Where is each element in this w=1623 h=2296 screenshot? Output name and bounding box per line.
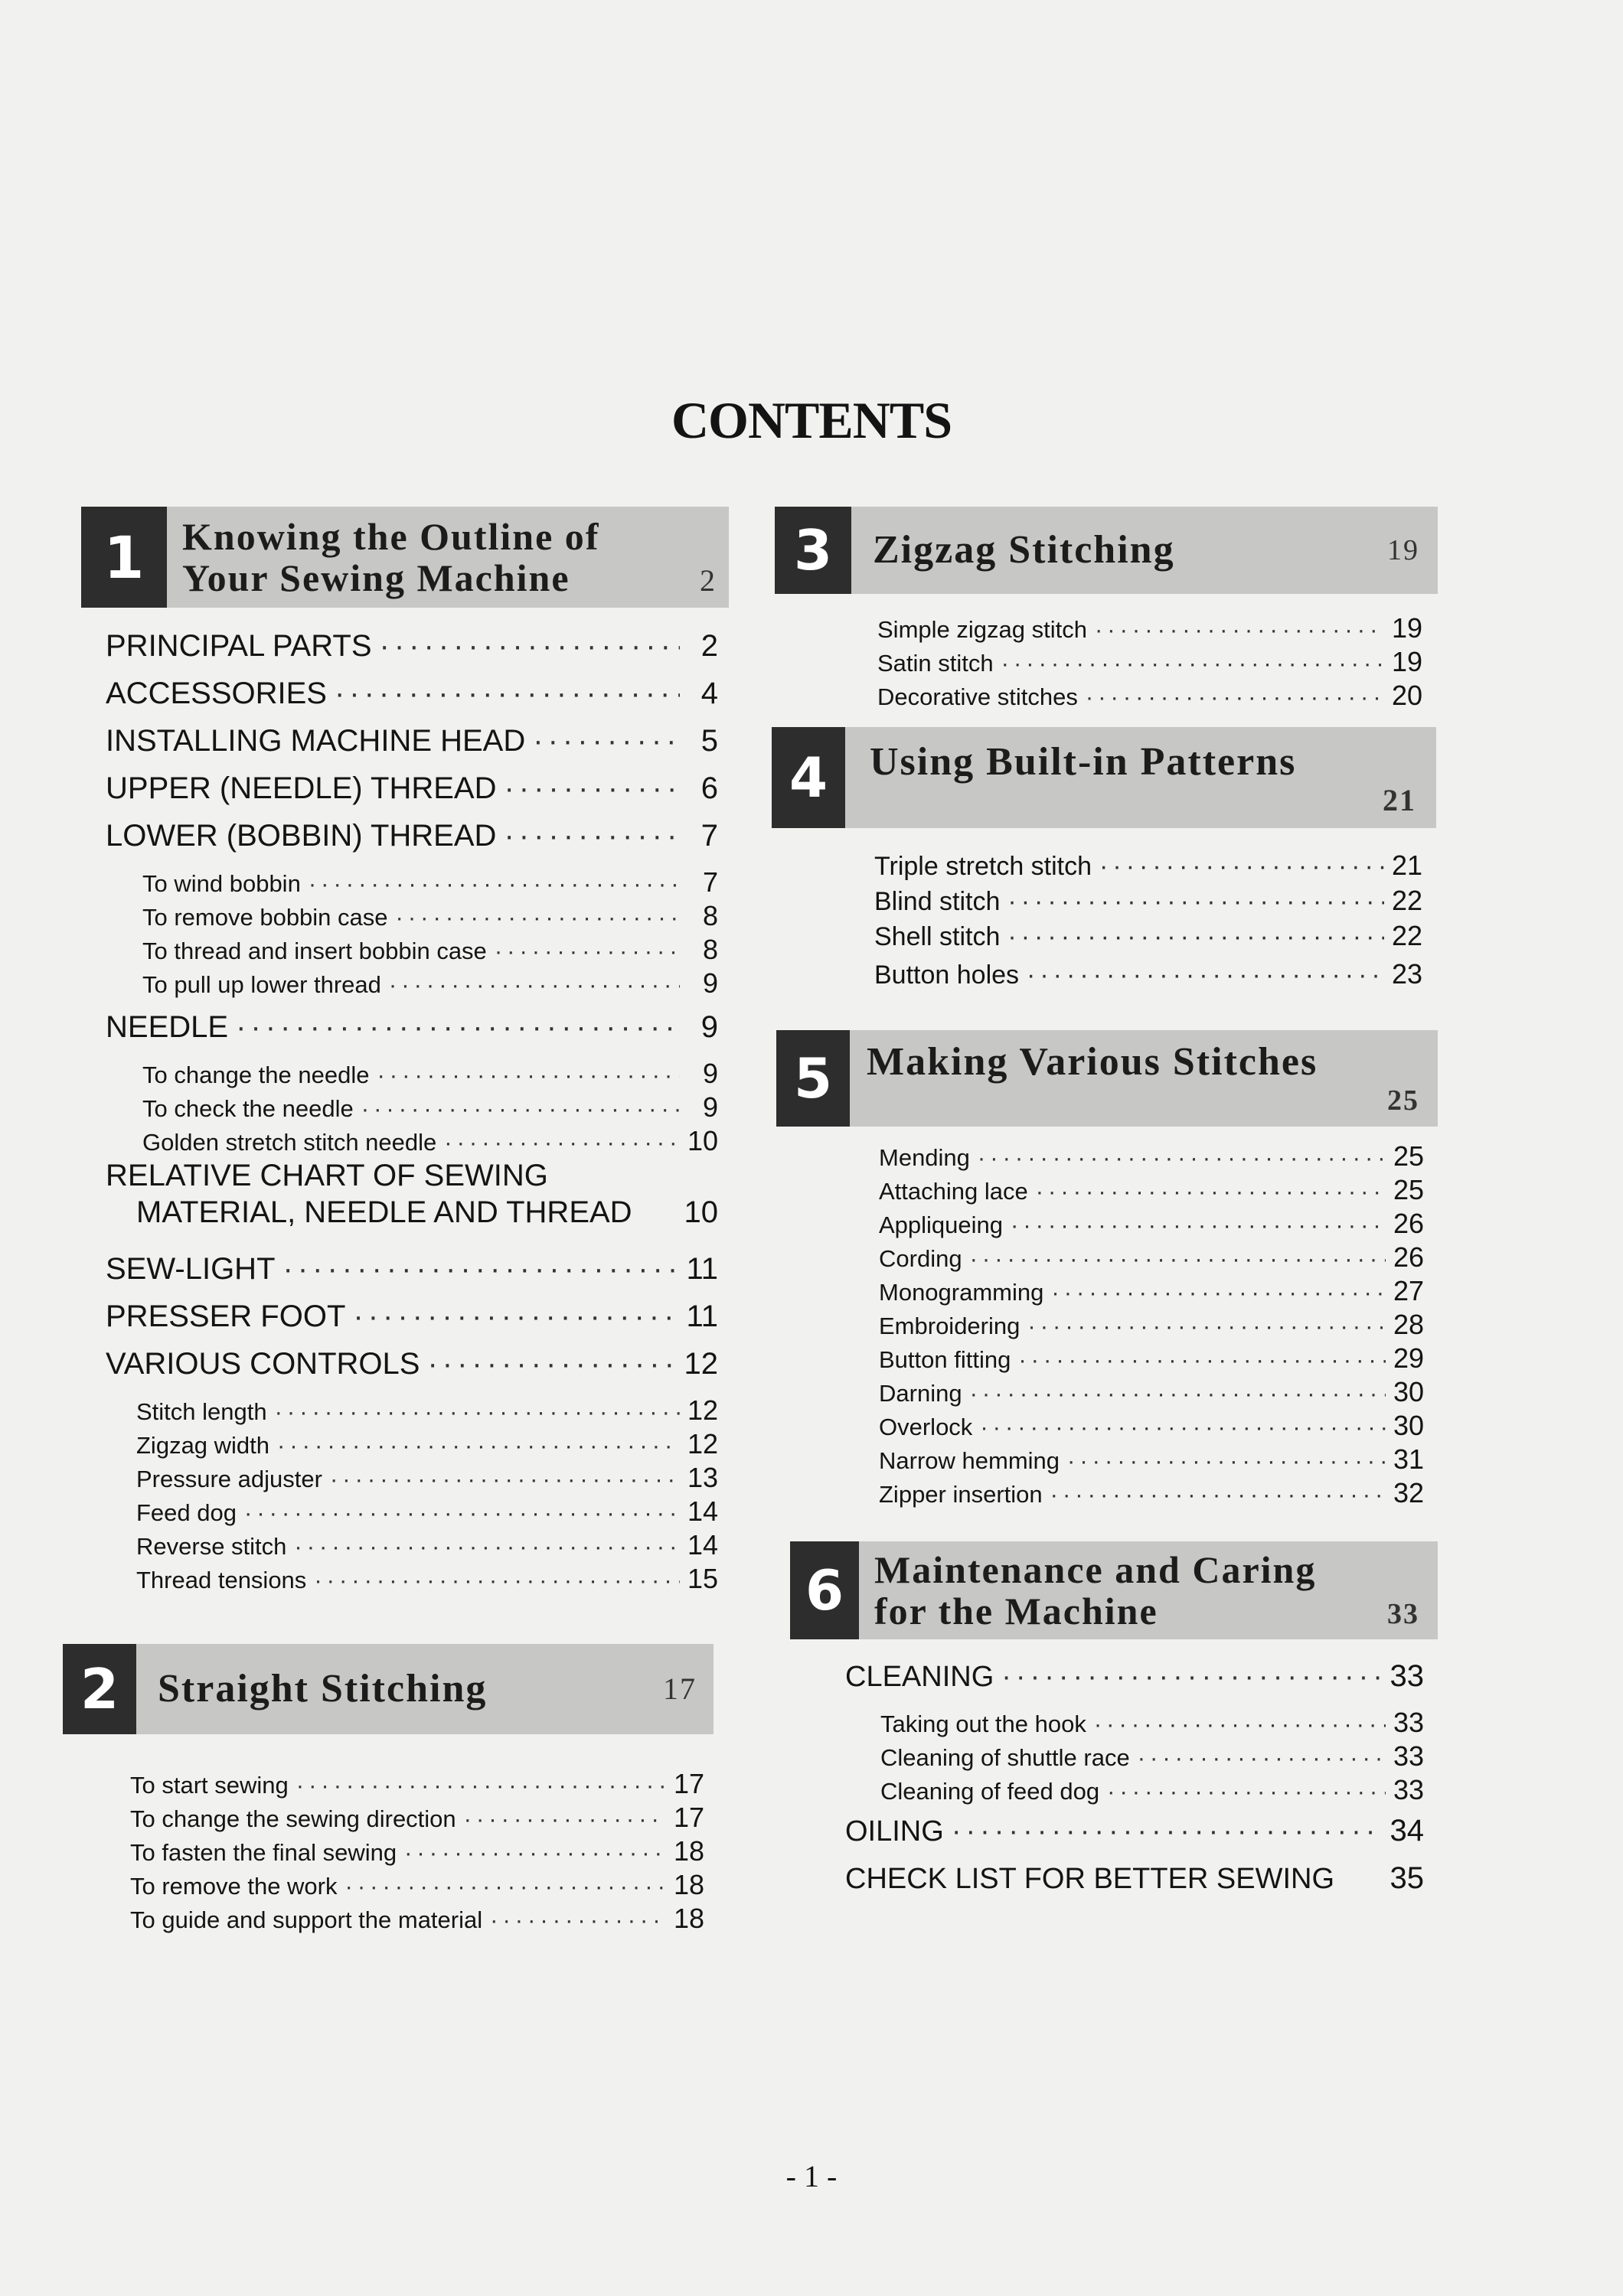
toc-subentry[interactable]: Zigzag width ····· 12 <box>106 1428 718 1462</box>
section-5-number: 5 <box>776 1030 850 1127</box>
toc-entry[interactable]: VARIOUS CONTROLS ····· 12 <box>106 1347 718 1394</box>
section-6 <box>790 1541 1438 1639</box>
toc-subentry[interactable]: Reverse stitch ····· 14 <box>106 1529 718 1563</box>
toc-subentry[interactable]: To change the sewing direction ····· 17 <box>130 1802 704 1835</box>
section-3 <box>775 507 1438 594</box>
toc-subentry[interactable]: Stitch length ····· 12 <box>106 1394 718 1428</box>
section-2-header <box>63 1644 714 1734</box>
toc-entry[interactable]: PRINCIPAL PARTS ····· 2 <box>106 629 718 677</box>
section-3-header <box>775 507 1438 594</box>
toc-subentry[interactable]: To remove the work ····· 18 <box>130 1869 704 1903</box>
section-1-entries <box>106 629 718 1596</box>
section-3-entries <box>877 612 1422 713</box>
toc-subentry[interactable]: To fasten the final sewing ····· 18 <box>130 1835 704 1869</box>
toc-subentry[interactable]: Triple stretch stitch ····· 21 <box>874 850 1422 885</box>
toc-entry[interactable]: RELATIVE CHART OF SEWING <box>106 1159 548 1192</box>
section-4-page: 21 <box>1383 783 1416 817</box>
section-6-number: 6 <box>790 1541 859 1639</box>
toc-subentry[interactable]: To remove bobbin case ····· 8 <box>106 900 718 934</box>
section-2-page: 17 <box>663 1671 697 1706</box>
section-4-number: 4 <box>772 727 845 828</box>
toc-subentry[interactable]: Decorative stitches ····· 20 <box>877 680 1422 713</box>
section-6-title-line1: Maintenance and Caring <box>874 1548 1317 1591</box>
section-3-number: 3 <box>775 507 851 594</box>
section-5-page: 25 <box>1387 1084 1419 1117</box>
toc-entry[interactable]: INSTALLING MACHINE HEAD ····· 5 <box>106 724 718 771</box>
page-title: CONTENTS <box>671 391 952 449</box>
toc-subentry[interactable]: To check the needle ····· 9 <box>106 1091 718 1125</box>
toc-subentry[interactable]: Simple zigzag stitch ····· 19 <box>877 612 1422 646</box>
toc-subentry[interactable]: To pull up lower thread ····· 9 <box>106 967 718 1001</box>
toc-subentry[interactable]: Shell stitch ····· 22 <box>874 920 1422 958</box>
section-6-entries <box>845 1659 1424 1909</box>
toc-subentry[interactable]: Narrow hemming ····· 31 <box>879 1443 1424 1477</box>
toc-subentry[interactable]: To change the needle ····· 9 <box>106 1058 718 1091</box>
section-5-entries <box>879 1140 1424 1511</box>
section-1-number: 1 <box>81 507 167 608</box>
section-5-header <box>776 1030 1438 1127</box>
toc-subentry[interactable]: Golden stretch stitch needle ····· 10 <box>106 1125 718 1159</box>
toc-entry[interactable]: UPPER (NEEDLE) THREAD ····· 6 <box>106 771 718 819</box>
toc-subentry[interactable]: Cleaning of shuttle race ····· 33 <box>845 1740 1424 1774</box>
toc-subentry[interactable]: Appliqueing ····· 26 <box>879 1208 1424 1241</box>
toc-subentry[interactable]: Satin stitch ····· 19 <box>877 646 1422 680</box>
toc-subentry[interactable]: To guide and support the material ····· 18 <box>130 1903 704 1936</box>
section-2 <box>63 1644 714 1734</box>
section-4-title: Using Built-in Patterns <box>870 740 1297 784</box>
section-2-title: Straight Stitching <box>158 1667 488 1711</box>
toc-entry[interactable]: CHECK LIST FOR BETTER SEWING 35 <box>845 1861 1424 1895</box>
section-1-title-line1: Knowing the Outline of <box>182 515 600 558</box>
toc-subentry[interactable]: Monogramming ····· 27 <box>879 1275 1424 1309</box>
toc-entry[interactable]: CLEANING ····· 33 <box>845 1659 1424 1707</box>
toc-subentry[interactable]: Cording ····· 26 <box>879 1241 1424 1275</box>
toc-subentry[interactable]: Taking out the hook ····· 33 <box>845 1707 1424 1740</box>
toc-subentry[interactable]: Blind stitch ····· 22 <box>874 885 1422 920</box>
toc-subentry[interactable]: Button holes ····· 23 <box>874 958 1422 996</box>
section-3-title: Zigzag Stitching <box>873 528 1175 572</box>
section-3-page: 19 <box>1387 534 1419 566</box>
section-4 <box>772 727 1436 828</box>
toc-subentry[interactable]: Mending ····· 25 <box>879 1140 1424 1174</box>
toc-subentry[interactable]: Button fitting ····· 29 <box>879 1342 1424 1376</box>
toc-subentry[interactable]: Cleaning of feed dog ····· 33 <box>845 1774 1424 1808</box>
toc-subentry[interactable]: Attaching lace ····· 25 <box>879 1174 1424 1208</box>
toc-entry[interactable]: ACCESSORIES ····· 4 <box>106 677 718 724</box>
section-4-entries <box>874 850 1422 996</box>
section-6-header <box>790 1541 1438 1639</box>
toc-subentry[interactable]: Overlock ····· 30 <box>879 1410 1424 1443</box>
toc-subentry[interactable]: To start sewing ····· 17 <box>130 1768 704 1802</box>
section-6-page: 33 <box>1387 1598 1419 1630</box>
toc-subentry[interactable]: Darning ····· 30 <box>879 1376 1424 1410</box>
section-2-number: 2 <box>63 1644 136 1734</box>
section-1-header <box>81 507 729 608</box>
toc-entry[interactable]: MATERIAL, NEEDLE AND THREAD 10 <box>136 1195 718 1229</box>
toc-subentry[interactable]: To thread and insert bobbin case ····· 8 <box>106 934 718 967</box>
toc-subentry[interactable]: Pressure adjuster ····· 13 <box>106 1462 718 1495</box>
toc-subentry[interactable]: Feed dog ····· 14 <box>106 1495 718 1529</box>
section-2-entries <box>130 1768 704 1936</box>
toc-entry[interactable]: OILING ····· 34 <box>845 1814 1424 1861</box>
section-5 <box>776 1030 1438 1127</box>
toc-subentry[interactable]: Thread tensions ····· 15 <box>106 1563 718 1596</box>
section-1-page: 2 <box>700 563 717 598</box>
toc-subentry[interactable]: To wind bobbin ····· 7 <box>106 866 718 900</box>
toc-subentry[interactable]: Embroidering ····· 28 <box>879 1309 1424 1342</box>
toc-entry[interactable]: SEW-LIGHT ····· 11 <box>106 1252 718 1300</box>
section-5-title: Making Various Stitches <box>867 1040 1318 1084</box>
section-1-title-line2: Your Sewing Machine <box>182 556 570 599</box>
section-4-header <box>772 727 1436 828</box>
section-1 <box>81 507 729 608</box>
section-6-title-line2: for the Machine <box>874 1590 1158 1632</box>
toc-entry[interactable]: PRESSER FOOT ····· 11 <box>106 1300 718 1347</box>
toc-entry[interactable]: LOWER (BOBBIN) THREAD ····· 7 <box>106 819 718 866</box>
toc-subentry[interactable]: Zipper insertion ····· 32 <box>879 1477 1424 1511</box>
page-number: - 1 - <box>785 2159 838 2193</box>
toc-entry[interactable]: NEEDLE ····· 9 <box>106 1010 718 1058</box>
